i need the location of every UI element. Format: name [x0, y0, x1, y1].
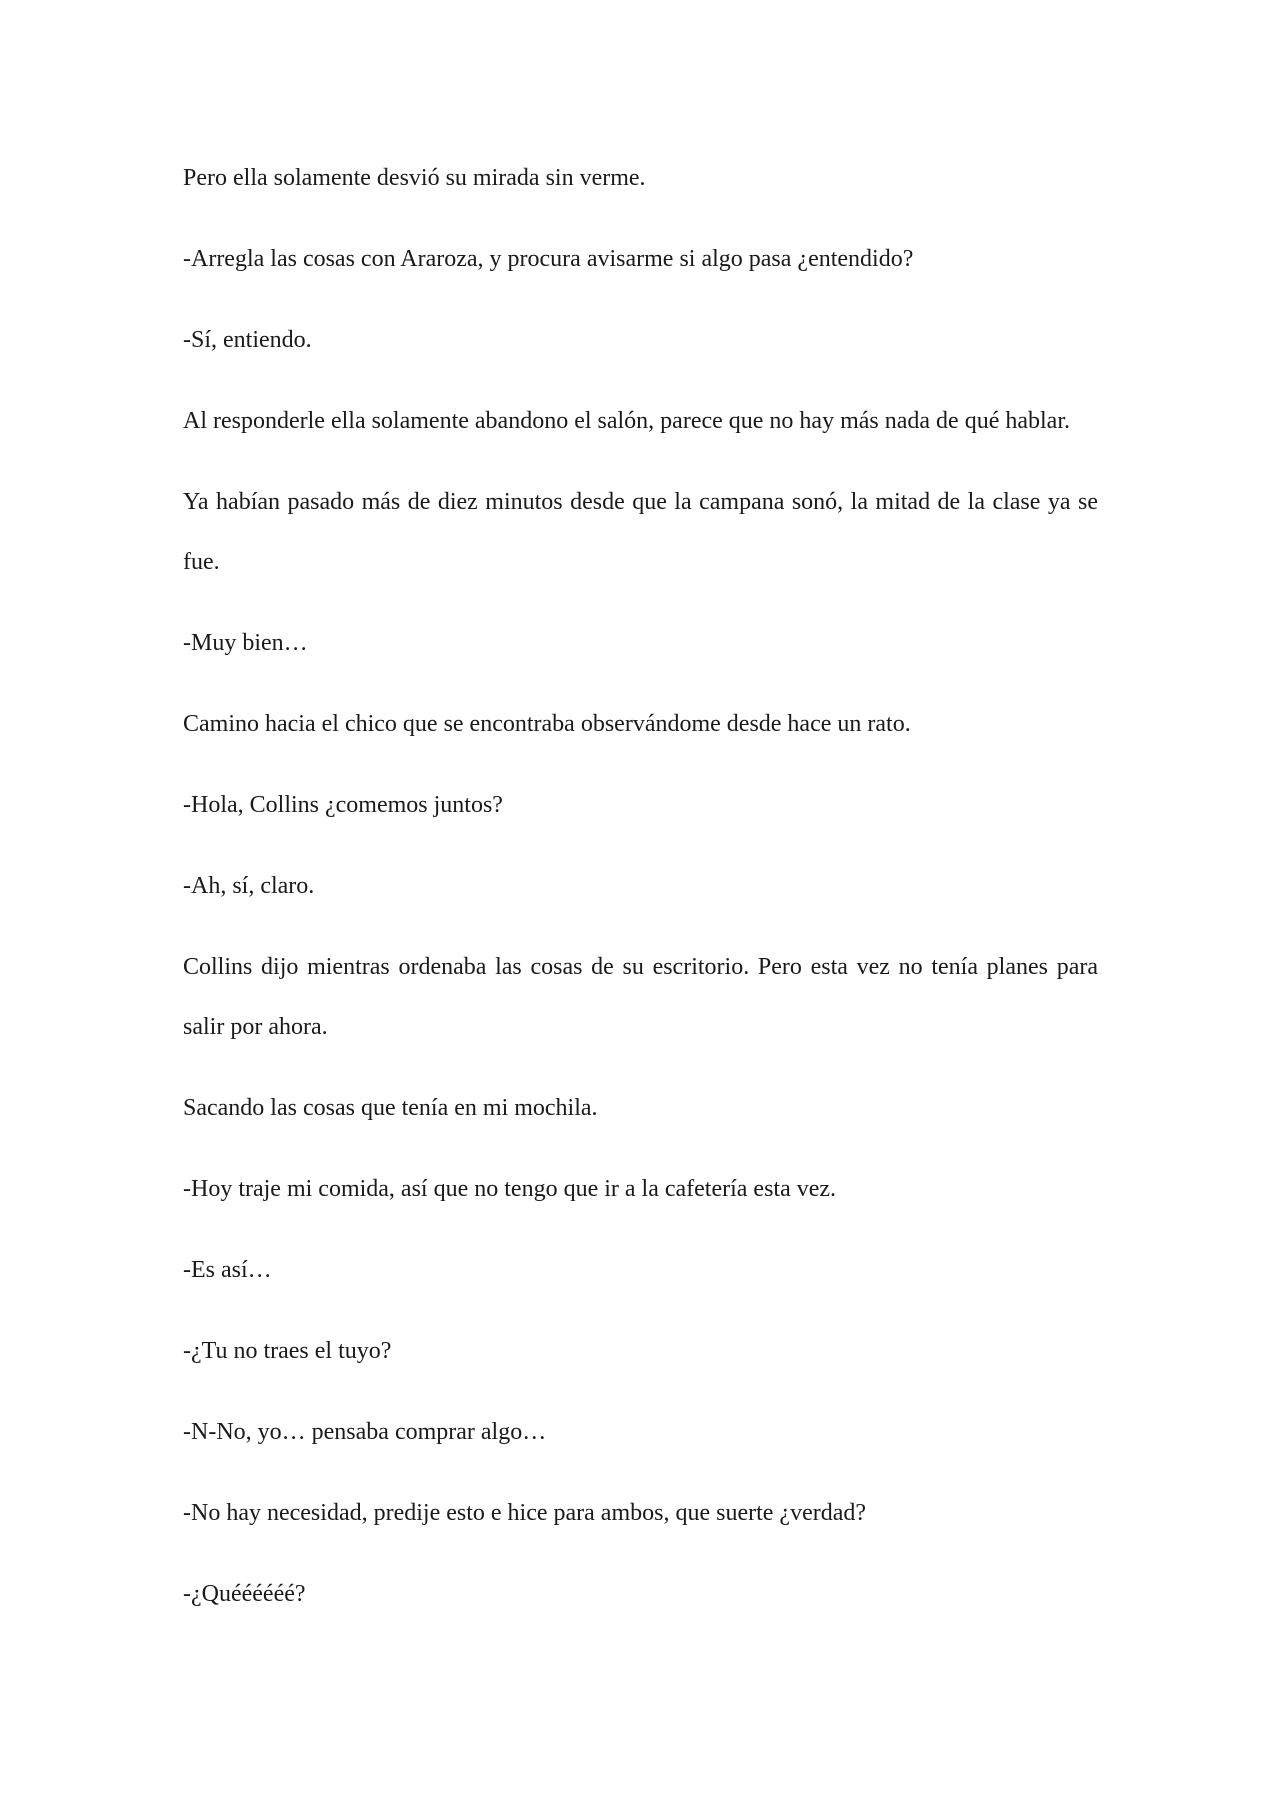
paragraph: -Sí, entiendo. [183, 327, 312, 353]
paragraph: -¿Quéééééé? [183, 1581, 306, 1607]
paragraph: -¿Tu no traes el tuyo? [183, 1338, 392, 1364]
paragraph: Ya habían pasado más de diez minutos desde que la campana sonó, la mitad de la clase ya se fue. [183, 489, 1098, 575]
paragraph: Collins dijo mientras ordenaba las cosas de su escritorio. Pero esta vez no tenía planes para salir por ahora. [183, 954, 1098, 1040]
paragraph: -Hola, Collins ¿comemos juntos? [183, 792, 503, 818]
paragraph: -Arregla las cosas con Araroza, y procura avisarme si algo pasa ¿entendido? [183, 246, 914, 272]
paragraph: Sacando las cosas que tenía en mi mochila. [183, 1095, 598, 1121]
paragraph: Al responderle ella solamente abandono el salón, parece que no hay más nada de qué hablar. [183, 408, 1070, 434]
paragraph: -Ah, sí, claro. [183, 873, 315, 899]
paragraph: -Muy bien… [183, 630, 308, 656]
paragraph: -Es así… [183, 1257, 272, 1283]
paragraph: -N-No, yo… pensaba comprar algo… [183, 1419, 547, 1445]
paragraph: -No hay necesidad, predije esto e hice para ambos, que suerte ¿verdad? [183, 1500, 867, 1526]
paragraph: -Hoy traje mi comida, así que no tengo que ir a la cafetería esta vez. [183, 1176, 837, 1202]
paragraph: Camino hacia el chico que se encontraba observándome desde hace un rato. [183, 711, 911, 737]
paragraph: Pero ella solamente desvió su mirada sin verme. [183, 165, 646, 191]
document-body [183, 148, 1098, 1645]
